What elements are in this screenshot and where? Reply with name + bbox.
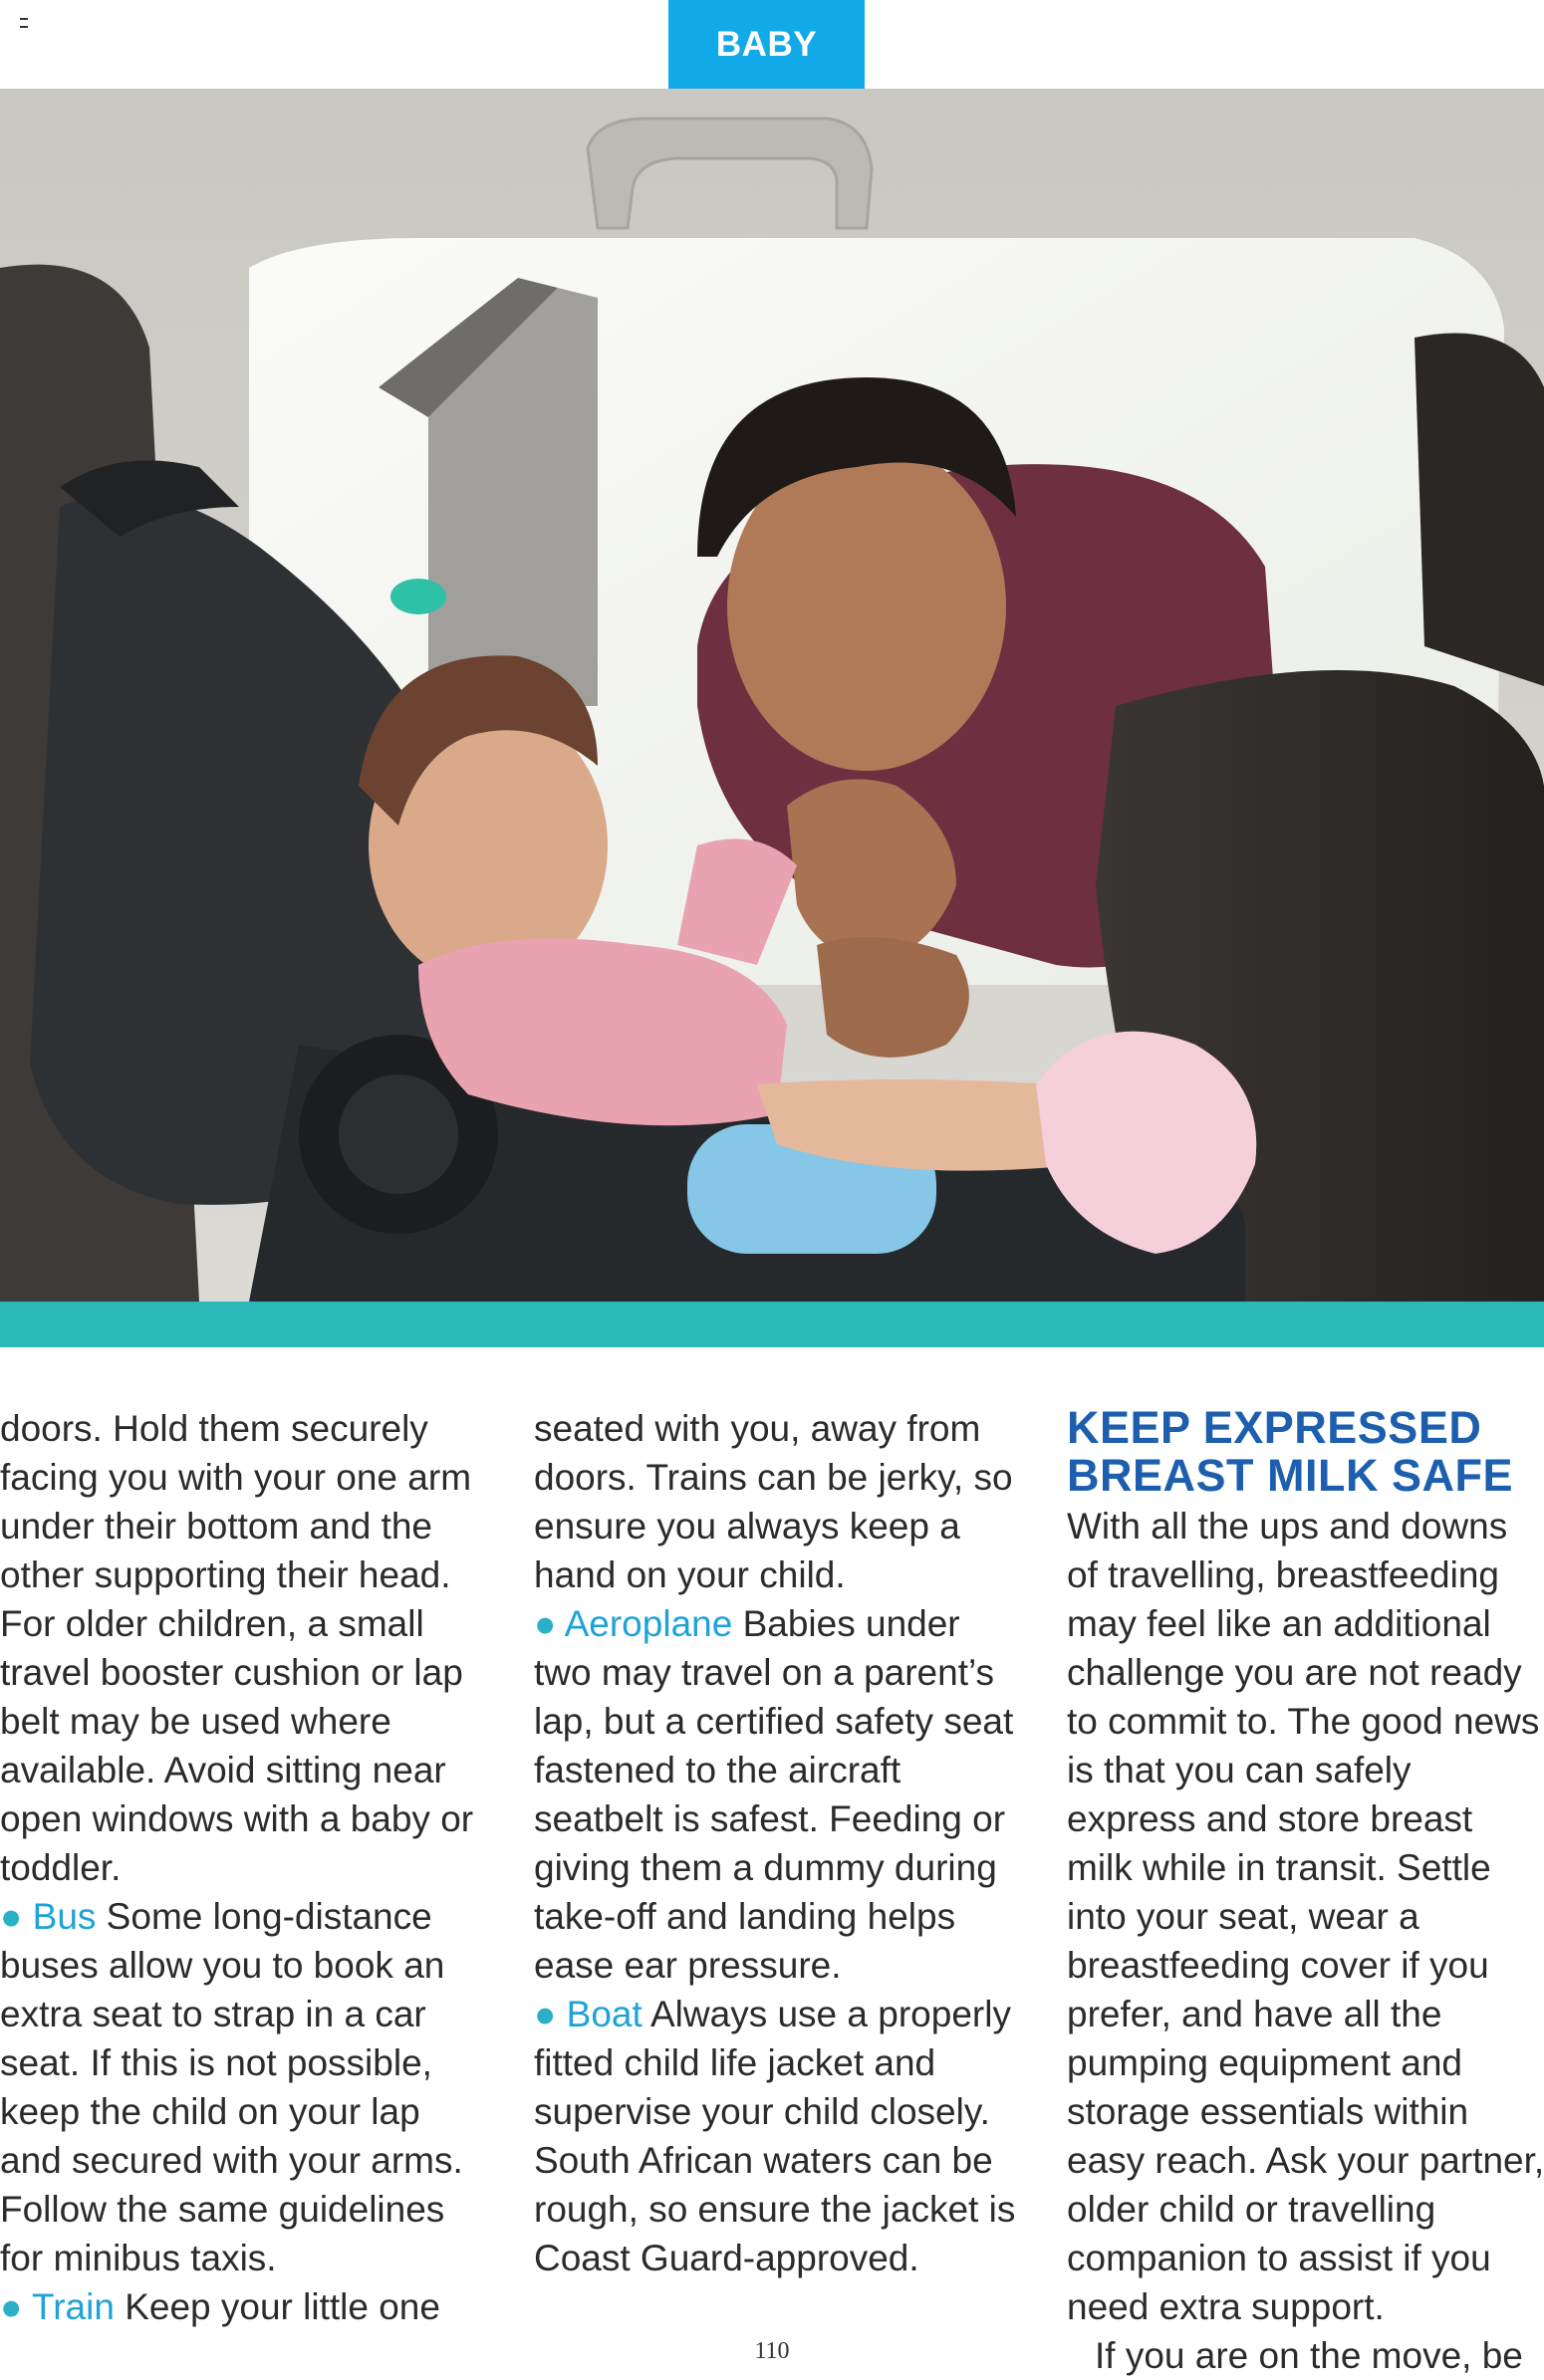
section-label: BABY — [715, 24, 818, 64]
article-column-2 — [534, 1404, 1022, 2282]
train-paragraph — [0, 2282, 488, 2331]
bullet-dot-icon: ● — [534, 1603, 557, 1644]
col3-paragraph: With all the ups and downs of travelling, breastfeeding may feel like an additional challenge you are not ready to commit to. The good news is that you can safely express and store breast milk while in transit. Settle into your seat, wear a breastfeeding cover if you prefer, and have all the pumping equipment and storage essentials within easy reach. Ask your partner, older child or travelling companion to assist if you need extra support. — [1067, 1506, 1544, 2327]
bus-label: Bus — [32, 1896, 97, 1937]
col3-paragraph-2: If you are on the move, be — [1095, 2335, 1523, 2376]
bus-paragraph — [0, 1892, 488, 2282]
bus-text: Some long-distance buses allow you to book an extra seat to strap in a car seat. If this is not possible, keep the child on your lap and secured with your arms. Follow the same guidelines for minibus taxis. — [0, 1896, 463, 2278]
bullet-dot-icon: ● — [0, 2286, 23, 2327]
bullet-dot-icon: ● — [0, 1896, 23, 1937]
aeroplane-paragraph — [534, 1599, 1022, 1990]
hero-photo — [0, 89, 1544, 1302]
section-heading: KEEP EXPRESSED BREAST MILK SAFE — [1067, 1402, 1514, 1501]
section-tab — [668, 0, 865, 89]
aeroplane-text: Babies under two may travel on a parent’s lap, but a certified safety seat fastened to the aircraft seatbelt is safest. Feeding or giving them a dummy during take-off and landing helps ease ear pressure. — [534, 1603, 1014, 1986]
hero-photo-illustration — [0, 89, 1544, 1302]
page-number: 110 — [754, 2338, 790, 2364]
bullet-dot-icon: ● — [534, 1994, 557, 2034]
article-column-3 — [1067, 1404, 1544, 2380]
col2-paragraph: seated with you, away from doors. Trains can be jerky, so ensure you always keep a hand on your child. — [534, 1408, 1013, 1595]
boat-paragraph — [534, 1990, 1022, 2282]
boat-text: Always use a properly fitted child life jacket and supervise your child closely. South African waters can be rough, so ensure the jacket is Coast Guard-approved. — [534, 1994, 1016, 2278]
train-text: Keep your little one — [114, 2286, 440, 2327]
article-column-1 — [0, 1404, 488, 2331]
teal-divider-band — [0, 1302, 1544, 1347]
train-label: Train — [31, 2286, 115, 2327]
corner-mark — [20, 18, 28, 28]
col1-paragraph: doors. Hold them securely facing you with your one arm under their bottom and the other supporting their head. For older children, a small travel booster cushion or lap belt may be used where available. Avoid sitting near open windows with a baby or toddler. — [0, 1408, 474, 1888]
boat-label: Boat — [566, 1994, 643, 2034]
aeroplane-label: Aeroplane — [564, 1603, 733, 1644]
